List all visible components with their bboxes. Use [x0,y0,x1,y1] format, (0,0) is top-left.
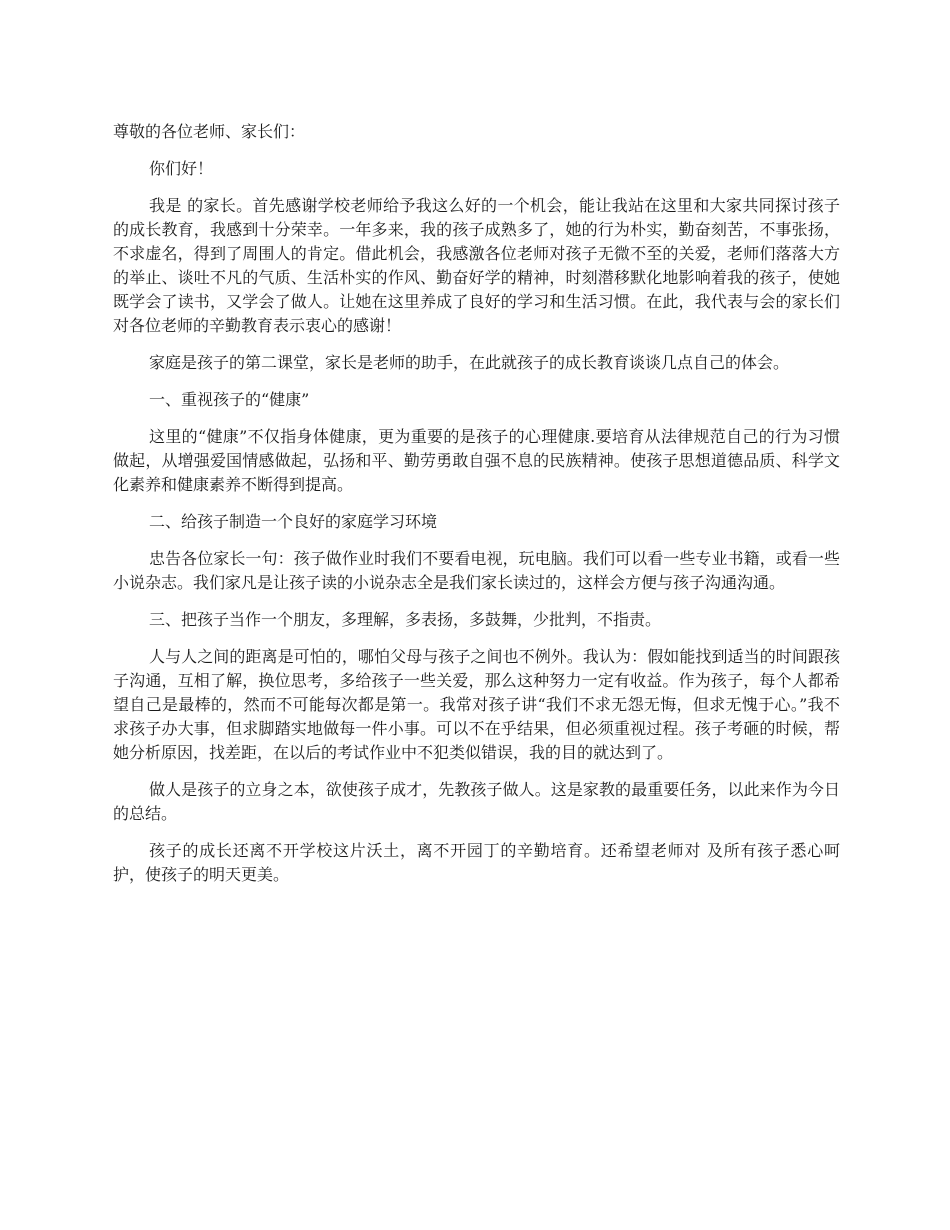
section-heading-environment: 二、给孩子制造一个良好的家庭学习环境 [149,512,438,531]
greeting: 你们好！ [149,159,214,178]
paragraph-friend: 人与人之间的距离是可怕的，哪怕父母与孩子之间也不例外。我认为：假如能找到适当的时间跟孩子沟通，互相了解，换位思考，多给孩子一些关爱，那么这种努力一定有收益。作为孩子，每个人都希望自己是最棒的，然而不可能每次都是第一。我常对孩子讲“我们不求无怨无悔，但求无愧于心。”我不求孩子办大事，但求脚踏实地做每一件小事。可以不在乎结果，但必须重视过程。孩子考砸的时候，帮她分析原因，找差距，在以后的考试作业中不犯类似错误，我的目的就达到了。 [113,647,840,762]
section-heading-health: 一、重视孩子的“健康” [149,390,310,409]
document-body [113,120,840,900]
paragraph-introduction: 我是 的家长。首先感谢学校老师给予我这么好的一个机会，能让我站在这里和大家共同探讨孩子的成长教育，我感到十分荣幸。一年多来，我的孩子成熟多了，她的行为朴实，勤奋刻苦，不事张扬，不求虚名，得到了周围人的肯定。借此机会，我感激各位老师对孩子无微不至的关爱，老师们落落大方的举止、谈吐不凡的气质、生活朴实的作风、勤奋好学的精神，时刻潜移默化地影响着我的孩子，使她既学会了读书，又学会了做人。让她在这里养成了良好的学习和生活习惯。在此，我代表与会的家长们对各位老师的辛勤教育表示衷心的感谢！ [113,196,840,335]
paragraph-overview: 家庭是孩子的第二课堂，家长是老师的助手，在此就孩子的成长教育谈谈几点自己的体会。 [149,353,790,372]
salutation: 尊敬的各位老师、家长们： [113,122,306,141]
paragraph-environment: 忠告各位家长一句：孩子做作业时我们不要看电视，玩电脑。我们可以看一些专业书籍，或看一些小说杂志。我们家凡是让孩子读的小说杂志全是我们家长读过的，这样会方便与孩子沟通沟通。 [113,549,840,592]
paragraph-closing: 孩子的成长还离不开学校这片沃土，离不开园丁的辛勤培育。还希望老师对 及所有孩子悉心呵护，使孩子的明天更美。 [113,841,840,884]
section-heading-friend: 三、把孩子当作一个朋友，多理解，多表扬，多鼓舞，少批判，不指责。 [149,610,662,629]
paragraph-summary: 做人是孩子的立身之本，欲使孩子成才，先教孩子做人。这是家教的最重要任务，以此来作为今日的总结。 [113,780,840,823]
paragraph-health: 这里的“健康”不仅指身体健康，更为重要的是孩子的心理健康.要培育从法律规范自己的行为习惯做起，从增强爱国情感做起，弘扬和平、勤劳勇敢自强不息的民族精神。使孩子思想道德品质、科学文化素养和健康素养不断得到提高。 [113,427,840,494]
